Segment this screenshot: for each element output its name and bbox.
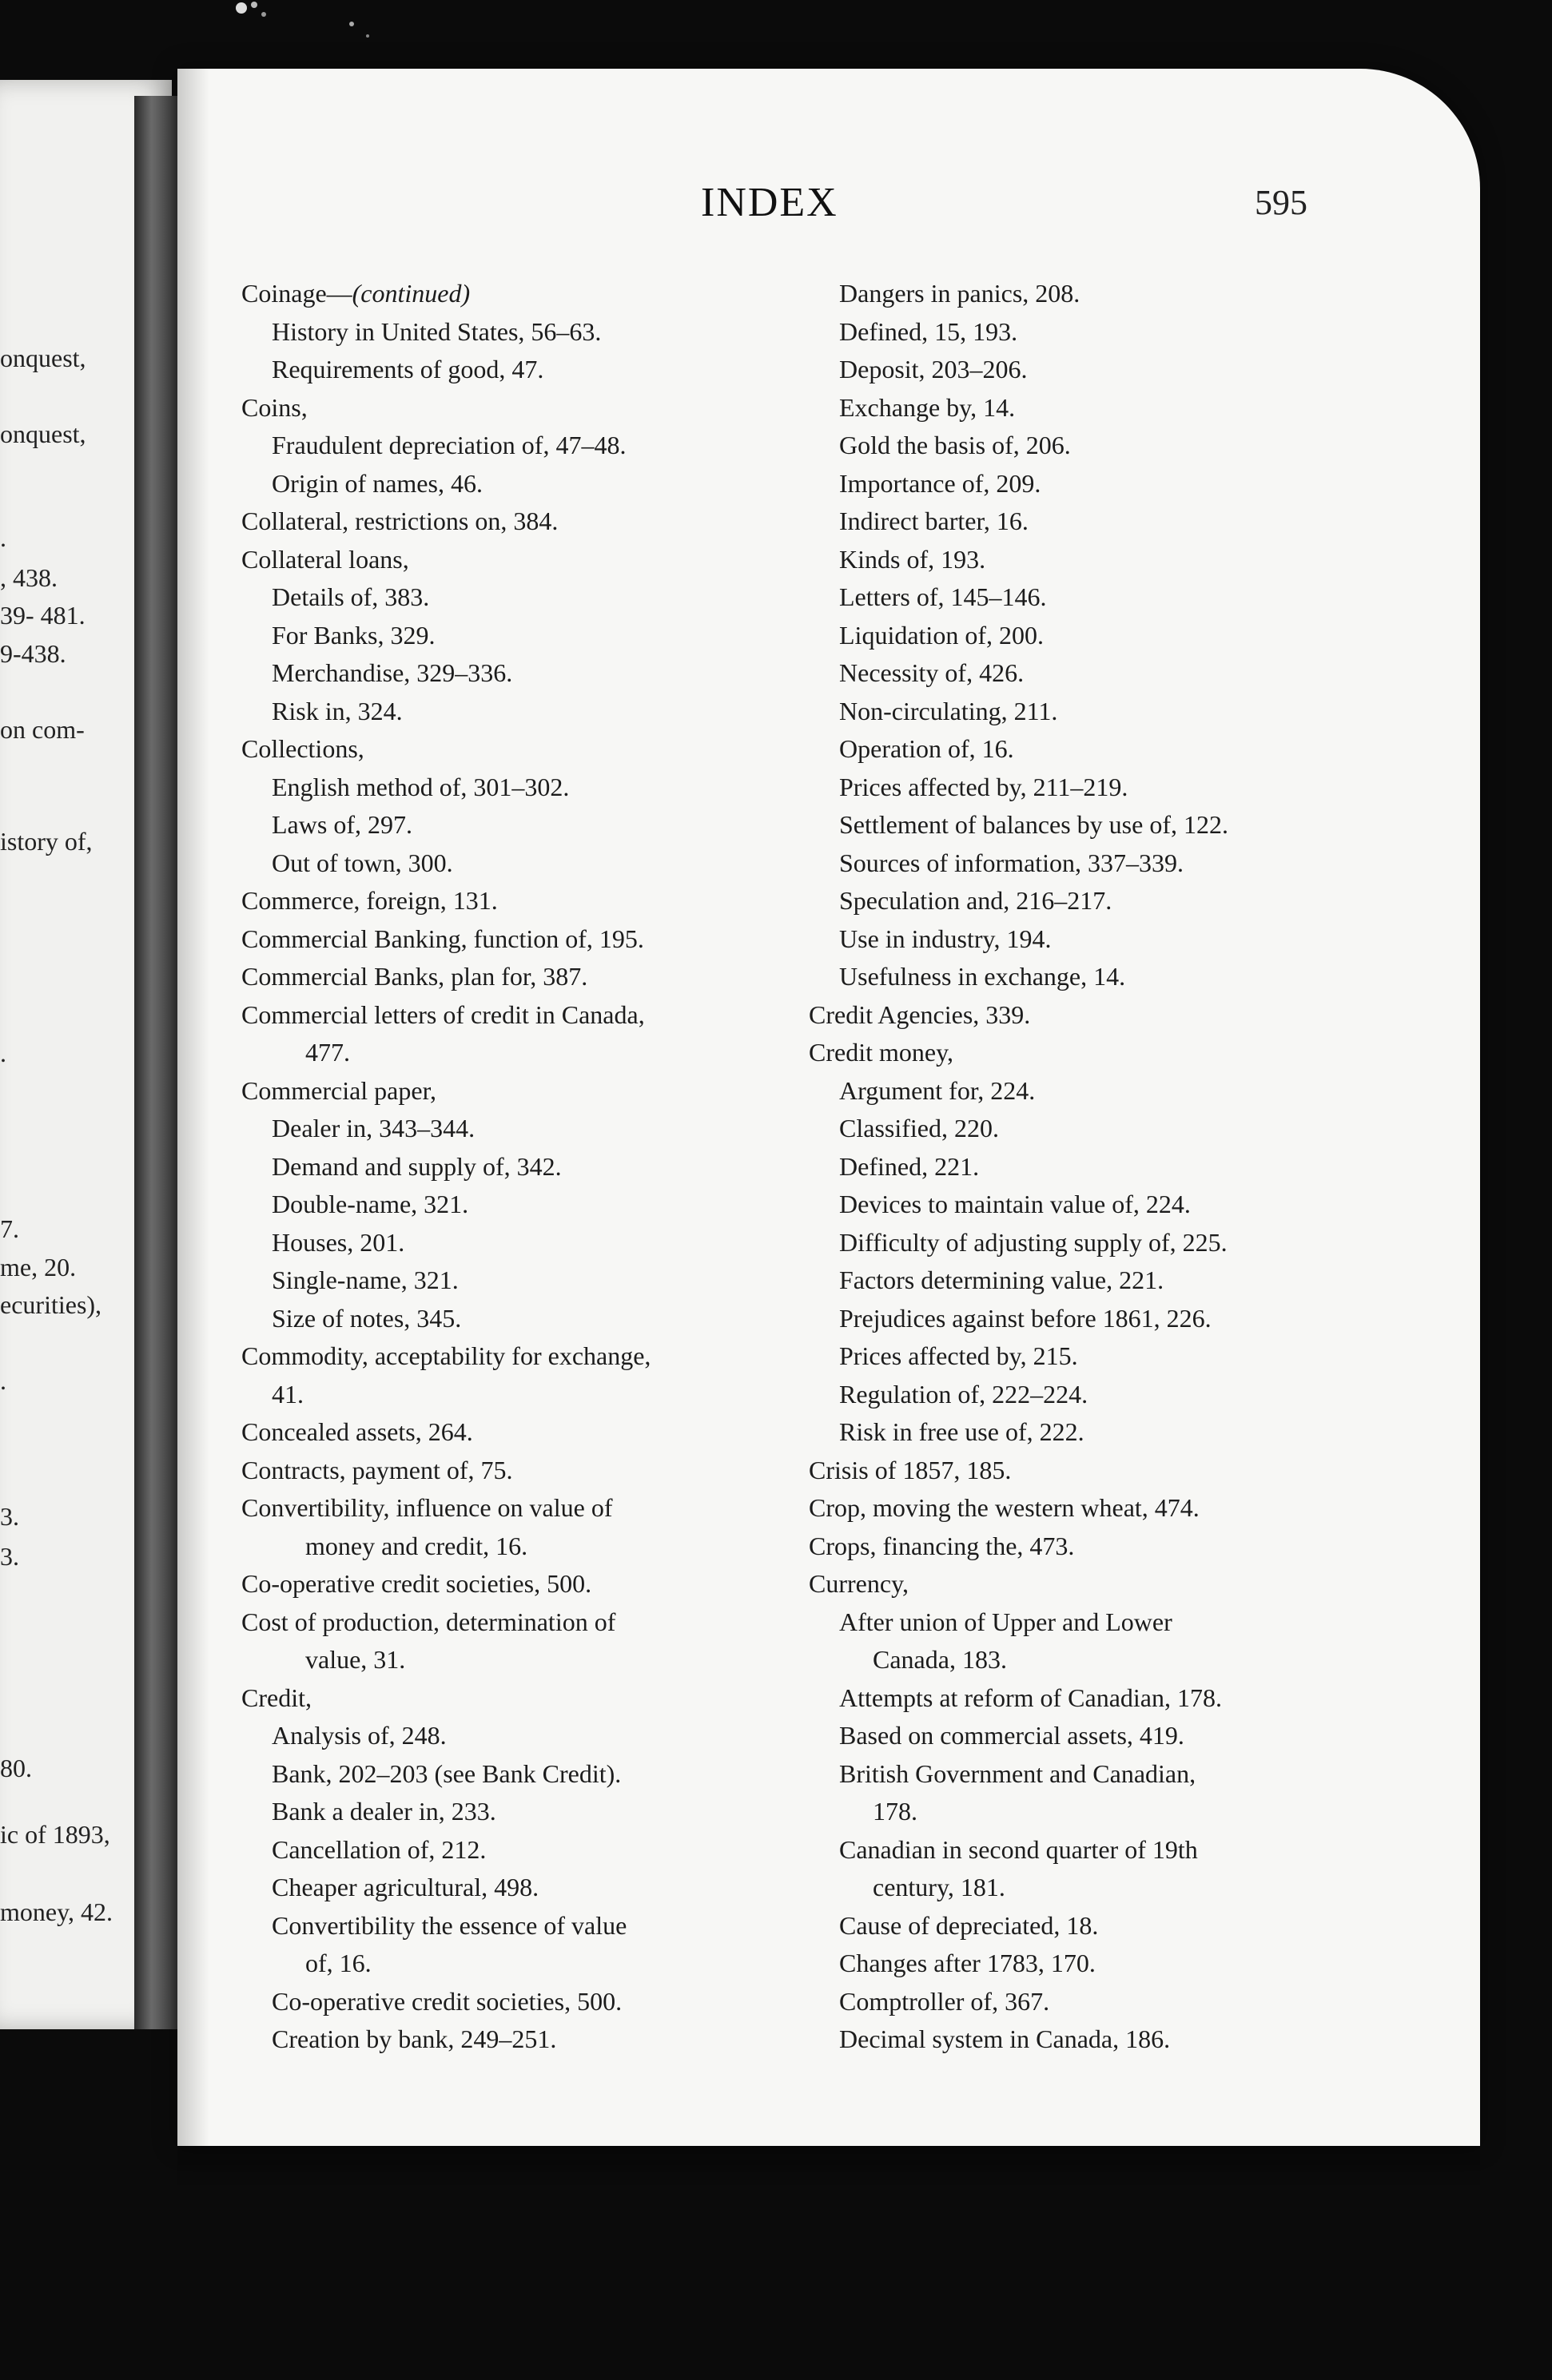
index-entry: History in United States, 56–63. — [272, 316, 602, 346]
index-entry: Demand and supply of, 342. — [272, 1151, 562, 1181]
index-entry: money and credit, 16. — [305, 1531, 528, 1560]
index-entry: Indirect barter, 16. — [839, 507, 1029, 535]
index-entry: Merchandise, 329–336. — [272, 658, 513, 687]
index-column-right — [809, 275, 1392, 2059]
index-entry: Collections, — [241, 734, 364, 763]
index-entry: Defined, 15, 193. — [839, 316, 1018, 346]
previous-page-text-fragment: ic of 1893, — [0, 1820, 110, 1849]
index-entry: Commercial Banks, plan for, 387. — [241, 962, 588, 991]
index-entry: Prices affected by, 211–219. — [839, 772, 1128, 801]
index-entry: Credit money, — [809, 1038, 953, 1067]
index-entry: Double-name, 321. — [272, 1190, 469, 1218]
index-entry: British Government and Canadian, — [839, 1758, 1196, 1788]
index-entry: Size of notes, 345. — [272, 1303, 462, 1333]
previous-page-text-fragment: 3. — [0, 1502, 19, 1531]
index-entry: Comptroller of, 367. — [839, 1986, 1050, 2016]
index-column-left — [241, 275, 825, 2059]
index-entry: Concealed assets, 264. — [241, 1417, 473, 1446]
previous-page-text-fragment: ecurities), — [0, 1290, 102, 1319]
book-spine — [134, 96, 184, 2029]
index-entry: Deposit, 203–206. — [839, 355, 1028, 383]
index-entry: 41. — [272, 1379, 304, 1409]
index-entry: Difficulty of adjusting supply of, 225. — [839, 1227, 1228, 1257]
index-entry: Commodity, acceptability for exchange, — [241, 1341, 651, 1370]
index-entry: Operation of, 16. — [839, 734, 1014, 763]
index-entry: of, 16. — [305, 1949, 372, 1977]
index-entry: Fraudulent depreciation of, 47–48. — [272, 431, 627, 459]
previous-page-text-fragment: 3. — [0, 1542, 19, 1571]
index-entry: Coins, — [241, 392, 308, 422]
index-entry: Crisis of 1857, 185. — [809, 1455, 1012, 1484]
index-entry: Attempts at reform of Canadian, 178. — [839, 1683, 1222, 1712]
index-entry: Dealer in, 343–344. — [272, 1114, 476, 1142]
previous-page-text-fragment: istory of, — [0, 827, 93, 856]
index-entry: Bank a dealer in, 233. — [272, 1797, 496, 1826]
index-entry: After union of Upper and Lower — [839, 1607, 1172, 1636]
previous-page-text-fragment: . — [0, 1039, 6, 1067]
index-page — [177, 69, 1480, 2146]
index-entry: Co-operative credit societies, 500. — [241, 1569, 592, 1598]
index-entry: Importance of, 209. — [839, 468, 1041, 498]
index-entry: Convertibility, influence on value of — [241, 1493, 613, 1522]
previous-page-text-fragment: 7. — [0, 1214, 19, 1243]
previous-page-text-fragment: 39- 481. — [0, 601, 86, 630]
index-entry: Single-name, 321. — [272, 1265, 459, 1294]
index-entry: Based on commercial assets, 419. — [839, 1721, 1184, 1750]
index-entry: Exchange by, 14. — [839, 392, 1016, 422]
index-entry: Commercial letters of credit in Canada, — [241, 999, 645, 1029]
index-entry: Credit Agencies, 339. — [809, 999, 1031, 1029]
index-entry: Classified, 220. — [839, 1114, 999, 1142]
index-entry: Risk in free use of, 222. — [839, 1417, 1084, 1446]
index-entry: Decimal system in Canada, 186. — [839, 2024, 1171, 2053]
previous-page-text-fragment: money, 42. — [0, 1897, 113, 1926]
index-entry: Analysis of, 248. — [272, 1721, 447, 1750]
index-entry: Changes after 1783, 170. — [839, 1949, 1096, 1977]
previous-page-text-fragment: 9-438. — [0, 639, 66, 668]
index-entry: Dangers in panics, 208. — [839, 279, 1080, 308]
index-entry: Factors determining value, 221. — [839, 1265, 1164, 1294]
index-entry: Devices to maintain value of, 224. — [839, 1190, 1191, 1218]
index-entry: Regulation of, 222–224. — [839, 1379, 1088, 1409]
index-entry: Liquidation of, 200. — [839, 620, 1044, 650]
index-entry: Settlement of balances by use of, 122. — [839, 810, 1228, 839]
scan-specks — [232, 0, 384, 48]
index-entry: For Banks, 329. — [272, 620, 436, 650]
index-entry: Crops, financing the, 473. — [809, 1531, 1075, 1560]
index-entry: Currency, — [809, 1569, 909, 1598]
index-entry: Kinds of, 193. — [839, 544, 986, 574]
index-entry: Speculation and, 216–217. — [839, 886, 1112, 915]
index-entry: Canadian in second quarter of 19th — [839, 1834, 1198, 1864]
index-entry: Non-circulating, 211. — [839, 696, 1058, 725]
page-bottom-shadow — [177, 2146, 1480, 2194]
index-entry: Prices affected by, 215. — [839, 1341, 1078, 1370]
index-entry: Defined, 221. — [839, 1151, 980, 1181]
index-entry: Convertibility the essence of value — [272, 1910, 627, 1940]
index-entry: Bank, 202–203 (see Bank Credit). — [272, 1758, 622, 1788]
index-entry: Collateral loans, — [241, 544, 409, 574]
index-entry: Commercial paper, — [241, 1075, 436, 1105]
index-entry: Out of town, 300. — [272, 848, 453, 877]
index-entry: century, 181. — [873, 1873, 1005, 1901]
index-entry: Use in industry, 194. — [839, 924, 1052, 953]
index-entry: Crop, moving the western wheat, 474. — [809, 1493, 1200, 1522]
index-entry: Sources of information, 337–339. — [839, 848, 1184, 877]
index-entry: Letters of, 145–146. — [839, 582, 1047, 611]
index-entry: Cause of depreciated, 18. — [839, 1910, 1099, 1940]
index-entry: 178. — [873, 1797, 917, 1826]
page-title: INDEX — [701, 180, 838, 225]
index-entry: Necessity of, 426. — [839, 658, 1025, 687]
index-entry: value, 31. — [305, 1645, 406, 1674]
index-entry: Canada, 183. — [873, 1645, 1007, 1674]
index-entry: Laws of, 297. — [272, 810, 412, 839]
index-entry: Gold the basis of, 206. — [839, 431, 1071, 459]
index-entry: Commercial Banking, function of, 195. — [241, 924, 644, 953]
index-entry: Cheaper agricultural, 498. — [272, 1873, 539, 1901]
previous-page-text-fragment: , 438. — [0, 563, 58, 592]
previous-page-text-fragment: . — [0, 1366, 6, 1395]
previous-page-text-fragment: 80. — [0, 1754, 32, 1782]
index-entry: 477. — [305, 1038, 350, 1067]
index-entry: Creation by bank, 249–251. — [272, 2024, 557, 2053]
previous-page-text-fragment: me, 20. — [0, 1253, 77, 1281]
index-entry: Usefulness in exchange, 14. — [839, 962, 1126, 991]
index-entry: Commerce, foreign, 131. — [241, 886, 498, 915]
index-entry: Co-operative credit societies, 500. — [272, 1986, 623, 2016]
index-entry: Requirements of good, 47. — [272, 355, 544, 383]
index-entry: Cost of production, determination of — [241, 1607, 616, 1636]
previous-page-text-fragment: onquest, — [0, 344, 86, 372]
page-number: 595 — [1255, 183, 1307, 222]
index-entry: Contracts, payment of, 75. — [241, 1455, 513, 1484]
continued-marker: (continued) — [352, 279, 471, 308]
index-entry: Cancellation of, 212. — [272, 1834, 487, 1864]
index-entry: Origin of names, 46. — [272, 468, 483, 498]
index-entry: Argument for, 224. — [839, 1075, 1036, 1105]
index-entry: Details of, 383. — [272, 582, 430, 611]
previous-page-text-fragment: on com- — [0, 715, 85, 744]
previous-page-text-fragment: onquest, — [0, 419, 86, 448]
index-entry: English method of, 301–302. — [272, 772, 570, 801]
previous-page-text-fragment: . — [0, 523, 6, 552]
index-entry: Coinage—(continued) — [241, 279, 471, 308]
index-entry: Risk in, 324. — [272, 696, 403, 725]
index-entry: Houses, 201. — [272, 1227, 405, 1257]
index-entry: Credit, — [241, 1683, 312, 1712]
index-entry: Collateral, restrictions on, 384. — [241, 507, 559, 535]
index-entry: Prejudices against before 1861, 226. — [839, 1303, 1212, 1333]
